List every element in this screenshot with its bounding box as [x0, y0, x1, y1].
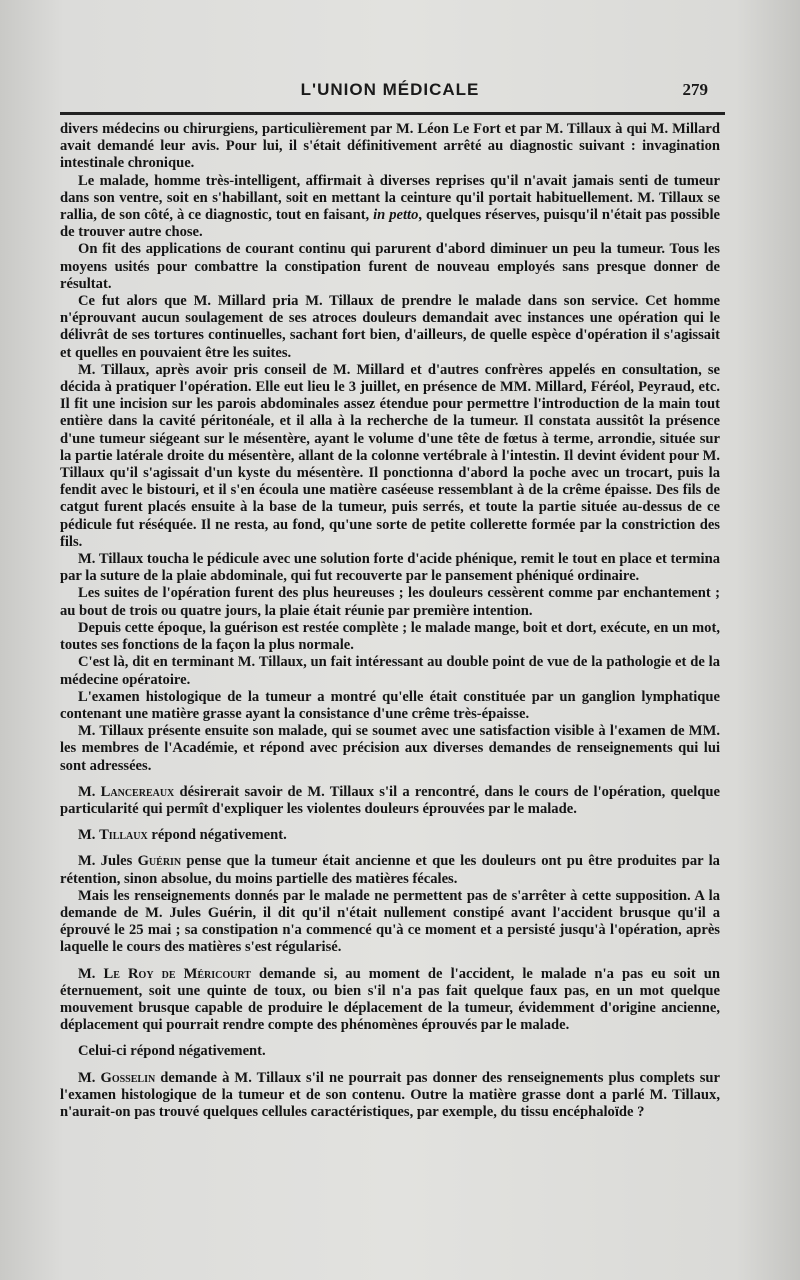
- paragraph-text: demande à M. Tillaux s'il ne pourrait pas donner des renseignements plus complets sur l'examen histologique de la tumeur et de son contenu. Outre la matière grasse dont a parlé M. Tillaux, n'aurait-on pas trouvé quelques cellules caractéristiques, par exemple, du tissu encéphaloïde ?: [60, 1069, 720, 1120]
- paragraph: [60, 888, 720, 957]
- paragraph-text: Mais les renseignements donnés par le malade ne permettent pas de s'arrêter à cette supposition. A la demande de M. Jules Guérin, il dit qu'il n'était nullement constipé avant l'accident brusque qu'il a éprouvé le 25 mai ; sa constipation n'a commencé qu'à ce moment et a persisté jusqu'à l'opération, après laquelle le cours des matières s'est régularisé.: [60, 887, 720, 956]
- speaker-name: Tillaux: [99, 827, 148, 844]
- paragraph: [60, 654, 720, 688]
- paragraph: [60, 1043, 720, 1060]
- paragraph: [60, 620, 720, 654]
- paragraph-text: Celui-ci répond négativement.: [78, 1043, 266, 1060]
- paragraph: [60, 689, 720, 723]
- paragraph-text: M. Tillaux toucha le pédicule avec une solution forte d'acide phénique, remit le tout en place et termina par la suture de la plaie abdominale, qui fut recouverte par le pansement phéniqué ordinaire.: [60, 551, 720, 585]
- speaker-name: Gosselin: [100, 1069, 156, 1086]
- speaker-name: Lancereaux: [100, 783, 175, 800]
- paragraph-text: M.: [78, 1069, 101, 1086]
- page-number: 279: [682, 80, 708, 99]
- paragraph-text: pense que la tumeur était ancienne et que les douleurs ont pu être produites par la rétention, sinon absolue, du moins partielle des matières fécales.: [60, 853, 720, 887]
- paragraph: [60, 241, 720, 293]
- paragraph: [60, 723, 720, 775]
- running-title: L'UNION MÉDICALE: [300, 80, 480, 99]
- paragraph: [60, 966, 720, 1035]
- page-header: [60, 80, 720, 102]
- speaker-name: Le Roy de Méricourt: [103, 965, 251, 982]
- paragraph-text: , quelques réserves, puisqu'il n'était pas possible de trouver autre chose.: [60, 207, 720, 241]
- paragraph-text: désirerait savoir de M. Tillaux s'il a rencontré, dans le cours de l'opération, quelque particularité qui permît d'expliquer les violentes douleurs éprouvées par le malade.: [60, 783, 720, 817]
- paragraph: [60, 1070, 720, 1122]
- paragraph: [60, 551, 720, 585]
- italic-phrase: in petto: [373, 207, 419, 224]
- paragraph: [60, 784, 720, 818]
- header-rule: [60, 112, 725, 115]
- paragraph: [60, 827, 720, 844]
- paragraph-text: M. Tillaux, après avoir pris conseil de M. Millard et d'autres confrères appelés en consultation, se décida à pratiquer l'opération. Elle eut lieu le 3 juillet, en présence de MM. Millard, Féréol, Peyraud, etc. Il fit une incision sur les parois abdominales assez étendue pour permettre l'introduction de la main tout entière dans la cavité péritonéale, et il alla à la recherche de la tumeur. Il constata aussitôt la présence d'une tumeur siégeant sur le mésentère, ayant le volume d'une tête de fœtus à terme, arrondie, située sur la partie latérale droite du mésentère, allant de la colonne vertébrale à l'intestin. Il devint évident pour M. Tillaux qu'il s'agissait d'un kyste du mésentère. Il ponctionna d'abord la poche avec un trocart, puis la fendit avec le bistouri, et il s'en écoula une matière caséeuse ressemblant à de la crême épaisse. Des fils de catgut furent placés ensuite à la base de la tumeur, puis serrés, et toute la partie située au-dessus de ce pédicule fut réséquée. Il ne resta, au fond, qu'une sorte de petite collerette formée par la constriction des fils.: [60, 361, 720, 550]
- paragraph-text: M.: [78, 965, 104, 982]
- paragraph-text: On fit des applications de courant continu qui parurent d'abord diminuer un peu la tumeur. Tous les moyens usités pour combattre la constipation furent de nouveau employés sans presque donner de résultat.: [60, 241, 720, 292]
- paragraph: [60, 173, 720, 242]
- paragraph-text: M.: [78, 827, 100, 844]
- paragraph-text: M. Tillaux présente ensuite son malade, qui se soumet avec une satisfaction visible à l'examen de MM. les membres de l'Académie, et répond avec précision aux diverses demandes de renseignements qui lui sont adressées.: [60, 723, 720, 774]
- paragraph-text: Depuis cette époque, la guérison est restée complète ; le malade mange, boit et dort, exécute, en un mot, toutes ses fonctions de la façon la plus normale.: [60, 619, 720, 654]
- paragraph-text: répond négativement.: [147, 827, 287, 844]
- paragraph: [60, 853, 720, 887]
- paragraph-text: M.: [78, 783, 101, 800]
- speaker-name: Guérin: [137, 853, 182, 870]
- paragraph-text: Ce fut alors que M. Millard pria M. Tillaux de prendre le malade dans son service. Cet homme n'éprouvant aucun soulagement de ses atroces douleurs demandait avec instances une opération qui le délivrât de ses tortures continuelles, sachant fort bien, d'ailleurs, de quelle espèce d'opération il s'agissait et quelles en pouvaient être les suites.: [60, 293, 720, 361]
- paragraph-text: Le malade, homme très-intelligent, affirmait à diverses reprises qu'il n'avait jamais senti de tumeur dans son ventre, soit en s'habillant, soit en mettant la ceinture qu'il portait habituellement. M. Tillaux se rallia, de son côté, à ce diagnostic, tout en faisant,: [60, 172, 720, 224]
- paragraph: [60, 121, 720, 173]
- paragraph-text: demande si, au moment de l'accident, le malade n'a pas eu soit un éternuement, soit une quinte de toux, ou bien s'il n'a pas fait quelque faux pas, en un mot quelque mouvement brusque capable de produire le déplacement de la tumeur, évidemment d'origine ancienne, déplacement qui pourrait rendre compte des phénomènes éprouvés par le malade.: [60, 965, 721, 1034]
- paragraph-text: C'est là, dit en terminant M. Tillaux, un fait intéressant au double point de vue de la pathologie et de la médecine opératoire.: [60, 654, 720, 688]
- paragraph-text: M. Jules: [78, 853, 138, 870]
- article-body: [60, 121, 720, 1121]
- paragraph-text: Les suites de l'opération furent des plus heureuses ; les douleurs cessèrent comme par enchantement ; au bout de trois ou quatre jours, la plaie était réunie par première intention.: [60, 585, 720, 619]
- paragraph-text: L'examen histologique de la tumeur a montré qu'elle était constituée par un ganglion lymphatique contenant une matière grasse ayant la consistance d'une crême très-épaisse.: [60, 688, 720, 722]
- paragraph: [60, 362, 720, 551]
- paragraph: [60, 293, 720, 362]
- paragraph: [60, 585, 720, 619]
- paragraph-text: divers médecins ou chirurgiens, particulièrement par M. Léon Le Fort et par M. Tillaux à qui M. Millard avait demandé leur avis. Pour lui, il s'était définitivement arrêté au diagnostic suivant : invagination intestinale chronique.: [60, 121, 720, 172]
